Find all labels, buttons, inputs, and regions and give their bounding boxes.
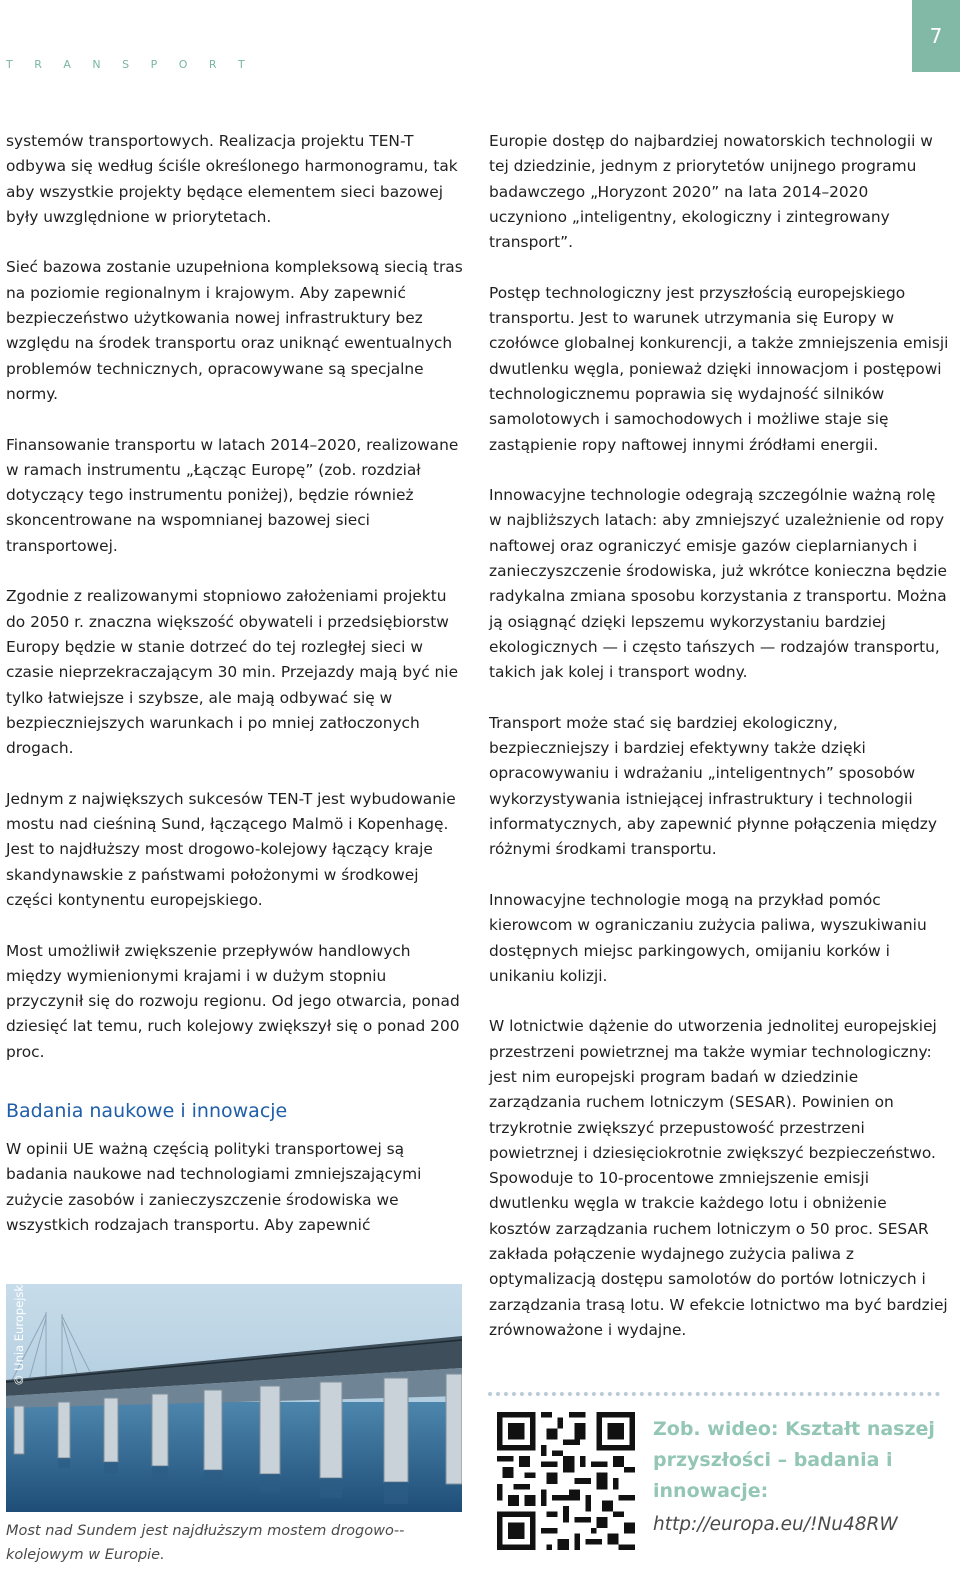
bridge-photo bbox=[6, 1284, 462, 1512]
paragraph: Transport może stać się bardziej ekologiczny, bezpieczniejszy i bardziej efektywny także dzięki opracowywaniu i wdrażaniu „inteligentnych” sposobów wykorzystywania istniejącej infrastruktury i technologii informatycznych, aby zapewnić płynne połączenia między różnymi środkami transportu. bbox=[489, 713, 937, 859]
paragraph: Most umożliwił zwiększenie przepływów handlowych między wymienionymi krajami i w dużym stopniu przyczynił się do rozwoju regionu. Od jego otwarcia, ponad dziesięć lat temu, ruch kolejowy zwiększył się o ponad 200 proc. bbox=[6, 941, 460, 1061]
paragraph: Innowacyjne technologie odegrają szczególnie ważną rolę w najbliższych latach: aby zmniejszyć uzależnienie od ropy naftowej oraz ograniczyć emisje gazów cieplarnianych i zanieczyszczenie środowiska, już wkrótce konieczna będzie radykalna zmiana sposobu korzystania z transportu. Można ją osiągnąć dzięki lepszemu wykorzystaniu bardziej ekologicznych — i często tańszych — rodzajów transportu, takich jak kolej i transport wodny. bbox=[489, 486, 947, 682]
figure-caption: Most nad Sundem jest najdłuższym mostem drogowo--kolejowym w Europie. bbox=[6, 1523, 405, 1563]
paragraph: Jednym z największych sukcesów TEN-T jest wybudowanie mostu nad cieśniną Sund, łączącego Malmö i Kopenhagę. Jest to najdłuższy most drogowo-kolejowy łączący kraje skandynawskie z państwami położonymi w środkowej części kontynentu europejskiego. bbox=[6, 789, 456, 909]
paragraph: W opinii UE ważną częścią polityki transportowej są badania naukowe nad technologiami zmniejszającymi zużycie zasobów i zanieczyszczenie środowiska we wszystkich rodzajach transportu. Aby zapewnić bbox=[6, 1139, 422, 1234]
qr-code[interactable] bbox=[497, 1412, 635, 1550]
paragraph: Zgodnie z realizowanymi stopniowo założeniami projektu do 2050 r. znaczna większość obywateli i przedsiębiorstw Europy będzie w stanie dotrzeć do tej rozległej sieci w czasie nieprzekraczającym 30 min. Przejazdy mają być nie tylko łatwiejsze i szybsze, ale mają odbywać się w bezpieczniejszych warunkach i po mniej zatłoczonych drogach. bbox=[6, 587, 459, 758]
paragraph: Innowacyjne technologie mogą na przykład pomóc kierowcom w ograniczaniu zużycia paliwa, wyszukiwaniu dostępnych miejsc parkingowych, omijaniu korków i unikaniu kolizji. bbox=[489, 890, 927, 985]
right-column bbox=[489, 129, 949, 1369]
paragraph: Postęp technologiczny jest przyszłością europejskiego transportu. Jest to warunek utrzymania się Europy w czołówce globalnej konkurencji, a także zmniejszenia emisji dwutlenku węgla, ponieważ dzięki innowacjom i postępowi technologicznemu poprawia się wydajność silników samolotowych i samochodowych i możliwe staje się zastąpienie ropy naftowej innymi źródłami energii. bbox=[489, 283, 949, 454]
section-heading: Badania naukowe i innowacje bbox=[6, 1099, 288, 1122]
paragraph: W lotnictwie dążenie do utworzenia jednolitej europejskiej przestrzeni powietrznej ma także wymiar technologiczny: jest nim europejski program badań w dziedzinie zarządzania ruchem lotniczym (SESAR). Powinien on trzykrotnie zwiększyć przepustowość przestrzeni powietrznej i dziesięciokrotnie zwiększyć bezpieczeństwo. Spowoduje to 10-procentowe zmniejszenie emisji dwutlenku węgla w trakcie każdego lotu i obniżenie kosztów zarządzania ruchem lotniczym o 50 proc. SESAR zakłada połączenie wydajnego zużycia paliwa z optymalizacją dostępu samolotów do portów lotniczych i zarządzania trasą lotu. W efekcie lotnictwo ma być bardziej zrównoważone i wydajne. bbox=[489, 1017, 948, 1339]
page-number: 7 bbox=[929, 24, 943, 48]
photo-credit: © Unia Europejska bbox=[12, 1278, 26, 1386]
divider bbox=[488, 1392, 940, 1396]
video-url-link[interactable]: http://europa.eu/!Nu48RW bbox=[653, 1514, 898, 1535]
running-head: T R A N S P O R T bbox=[6, 58, 254, 71]
video-link-title: Zob. wideo: Kształt naszej przyszłości – badania i innowacje: bbox=[653, 1418, 935, 1502]
paragraph: Finansowanie transportu w latach 2014–2020, realizowane w ramach instrumentu „Łącząc Europę” (zob. rozdział dotyczący tego instrumentu poniżej), będzie również skoncentrowane na wspomnianej bazowej sieci transportowej. bbox=[6, 435, 459, 555]
bridge-illustration bbox=[6, 1284, 462, 1512]
paragraph: systemów transportowych. Realizacja projektu TEN-T odbywa się według ściśle określonego harmonogramu, tak aby wszystkie projekty będące elementem sieci bazowej były uwzględnione w priorytetach. bbox=[6, 132, 458, 226]
page-number-tab bbox=[912, 0, 960, 72]
paragraph: Sieć bazowa zostanie uzupełniona kompleksową siecią tras na poziomie regionalnym i krajowym. Aby zapewnić bezpieczeństwo użytkowania nowej infrastruktury bez względu na środek transportu oraz uniknąć ewentualnych problemów technicznych, opracowywane są specjalne normy. bbox=[6, 258, 463, 403]
left-column bbox=[6, 129, 468, 1263]
paragraph: Europie dostęp do najbardziej nowatorskich technologii w tej dziedzinie, jednym z priorytetów unijnego programu badawczego „Horyzont 2020” na lata 2014–2020 uczyniono „inteligentny, ekologiczny i zintegrowany transport”. bbox=[489, 132, 933, 252]
